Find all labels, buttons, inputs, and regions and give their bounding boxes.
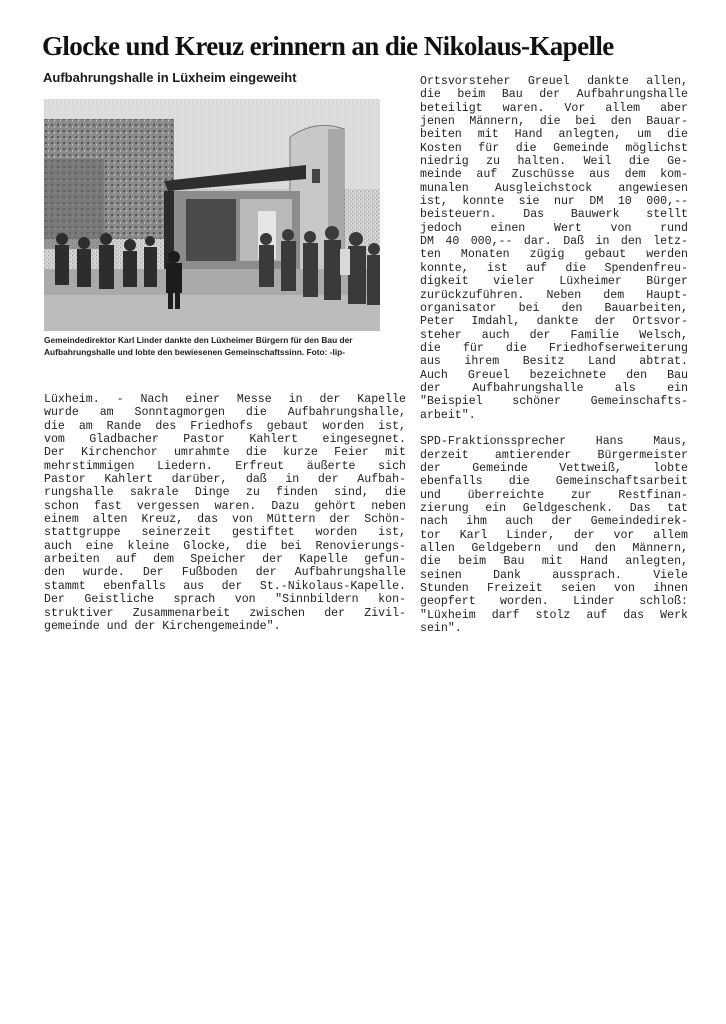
body-text-line: nach ihm auch der Gemeindedirek- bbox=[420, 515, 688, 529]
body-text-line: ebenfalls die Gemeinschaftsarbeit bbox=[420, 475, 688, 489]
body-text-line: zurückzuführen. Neben dem Haupt- bbox=[420, 288, 688, 302]
body-text-line: arbeit". bbox=[420, 408, 476, 422]
body-text-line: derzeit amtierender Bürgermeister bbox=[420, 448, 688, 462]
body-text-line: digkeit vieler Lüxheimer Bürger bbox=[420, 275, 688, 289]
body-text-line: einem alten Kreuz, das von Müttern der Schön- bbox=[44, 513, 406, 527]
article-body-right-column bbox=[420, 75, 688, 635]
article-subheadline: Aufbahrungshalle in Lüxheim eingeweiht bbox=[43, 70, 297, 85]
body-text-line: Der Kirchenchor umrahmte die kurze Feier mit bbox=[44, 446, 406, 460]
body-text-line: Pastor Kahlert darüber, daß in der Aufbah- bbox=[44, 473, 406, 487]
body-text-line: Peter Imdahl, dankte der Ortsvor- bbox=[420, 315, 688, 329]
body-text-line: tor Karl Linder, der vor allem bbox=[420, 528, 688, 542]
body-text-line: die für die Friedhofserweiterung bbox=[420, 341, 688, 355]
body-text-line: konnte, ist auf die Spendenfreu- bbox=[420, 261, 688, 275]
body-text-line: die beim Bau der Aufbahrungshalle bbox=[420, 88, 688, 102]
body-text-line: jedoch einen Wert von rund bbox=[420, 221, 688, 235]
body-text-line: sein". bbox=[420, 622, 462, 636]
body-text-line: rungshalle sakrale Dinge zu finden sind, die bbox=[44, 486, 406, 500]
body-text-line: Auch Greuel bezeichnete den Bau bbox=[420, 368, 688, 382]
body-text-line: DM 40 000,-- dar. Daß in den letz- bbox=[420, 235, 688, 249]
caption-line: Gemeindedirektor Karl Linder dankte den Lüxheimer Bürgern für den Bau der bbox=[44, 335, 353, 345]
body-text-line: vom Gladbacher Pastor Kahlert eingesegnet. bbox=[44, 433, 406, 447]
body-text-line: der Aufbahrungshalle als ein bbox=[420, 381, 688, 395]
body-text-line: allen Geldgebern und den Männern, bbox=[420, 542, 688, 556]
body-text-line: meinde auf Zuschüsse aus dem kom- bbox=[420, 168, 688, 182]
body-text-line: beisteuern. Das Bauwerk stellt bbox=[420, 208, 688, 222]
body-text-line: auch eine kleine Glocke, die bei Renovierungs- bbox=[44, 539, 406, 553]
body-text-line: organisator bei den Bauarbeiten, bbox=[420, 301, 688, 315]
body-text-line: die am Rande des Friedhofs gebaut worden ist, bbox=[44, 419, 406, 433]
body-text-line: aus ihrem Besitz Land abtrat. bbox=[420, 355, 688, 369]
body-text-line: schon fast vergessen waren. Dazu gehört neben bbox=[44, 499, 406, 513]
body-text-line: seinen Dank aussprach. Viele bbox=[420, 568, 688, 582]
body-text-line: Stunden Freizeit seien von ihnen bbox=[420, 582, 688, 596]
body-text-line: Ortsvorsteher Greuel dankte allen, bbox=[420, 75, 688, 88]
caption-line: Aufbahrungshalle und lobte den bewiesenen Gemeinschaftssinn. Foto: -lip- bbox=[44, 346, 346, 357]
body-text-line: der Gemeinde Vettweiß, lobte bbox=[420, 461, 688, 475]
body-text-line: stammt ebenfalls aus der St.-Nikolaus-Kapelle. bbox=[44, 579, 406, 593]
body-text-line: stattgruppe seinerzeit gestiftet worden ist, bbox=[44, 526, 406, 540]
body-text-line: wurde am Sonntagmorgen die Aufbahrungshalle, bbox=[44, 406, 406, 420]
chapel-ceremony-photo bbox=[44, 99, 380, 331]
body-text-line: und überreichte zur Restfinan- bbox=[420, 488, 688, 502]
article-headline: Glocke und Kreuz erinnern an die Nikolaus-Kapelle bbox=[42, 31, 614, 61]
body-text-line: Lüxheim. - Nach einer Messe in der Kapelle bbox=[44, 393, 406, 406]
photo-caption bbox=[44, 335, 384, 358]
body-text-line: niedrig zu halten. Weil die Ge- bbox=[420, 155, 688, 169]
body-text-line: Kosten für die Gemeinde möglichst bbox=[420, 141, 688, 155]
body-text-line: die beim Bau mit Hand anlegten, bbox=[420, 555, 688, 569]
body-text-line: gemeinde und der Kirchengemeinde". bbox=[44, 619, 281, 633]
article-body-left-column bbox=[44, 393, 406, 633]
body-text-line: beteiligt waren. Vor allem aber bbox=[420, 101, 688, 115]
body-text-line: geopfert worden. Linder schloß: bbox=[420, 595, 688, 609]
body-text-line: "Lüxheim darf stolz auf das Werk bbox=[420, 608, 688, 622]
body-text-line: jenen Männern, die bei den Bauar- bbox=[420, 115, 688, 129]
body-text-line: den wurde. Der Fußboden der Aufbahrungshalle bbox=[44, 566, 406, 580]
body-text-line: Der Geistliche sprach von "Sinnbildern kon- bbox=[44, 593, 406, 607]
body-text-line: mehrstimmigen Liedern. Erfreut äußerte sich bbox=[44, 459, 406, 473]
body-text-line: munalen Ausgleichstock angewiesen bbox=[420, 181, 688, 195]
paragraph-gap bbox=[420, 422, 688, 435]
article-photo bbox=[44, 99, 380, 331]
body-text-line: arbeiten auf dem Speicher der Kapelle gefun- bbox=[44, 553, 406, 567]
body-text-line: ist, konnte sie nur DM 10 000,-- bbox=[420, 195, 688, 209]
body-text-line: ten Monaten zügig gebaut werden bbox=[420, 248, 688, 262]
body-text-line: beiten mit Hand anlegten, um die bbox=[420, 128, 688, 142]
body-text-line: zierung ein Geldgeschenk. Das tat bbox=[420, 502, 688, 515]
body-text-line: struktiver Zusammenarbeit zwischen der Zivil- bbox=[44, 606, 406, 620]
body-text-line: steher auch der Familie Welsch, bbox=[420, 328, 688, 342]
body-text-line: SPD-Fraktionssprecher Hans Maus, bbox=[420, 435, 688, 449]
body-text-line: "Beispiel schöner Gemeinschafts- bbox=[420, 395, 688, 409]
